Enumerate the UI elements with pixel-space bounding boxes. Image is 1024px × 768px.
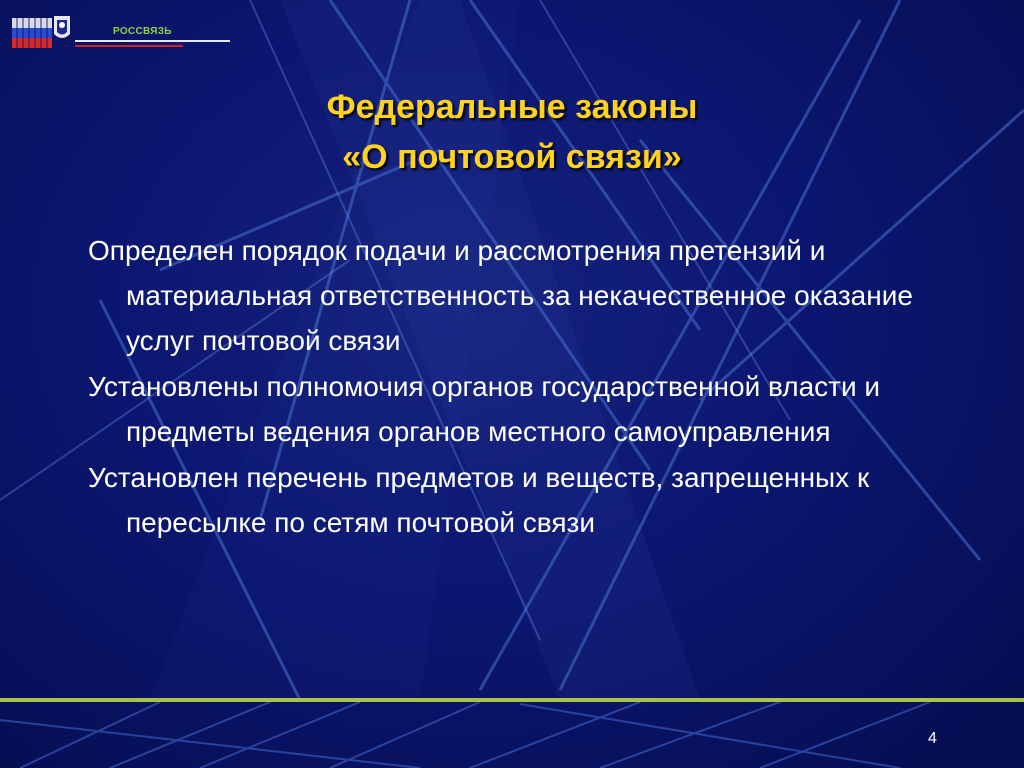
brand-rule-red	[75, 45, 183, 47]
brand-rule-white	[75, 40, 230, 42]
bottom-rule	[0, 698, 1024, 702]
bullet-item: Определен порядок подачи и рассмотрения претензий и материальная ответственность за некачественное оказание услуг почтовой связи	[88, 235, 913, 356]
eagle-flag-logo-icon	[10, 10, 72, 58]
bullet-item: Установлен перечень предметов и веществ, запрещенных к пересылке по сетям почтовой связи	[88, 462, 870, 538]
bullet-item: Установлены полномочия органов государственной власти и предметы ведения органов местного самоуправления	[88, 371, 881, 447]
slide-title-line-1: Федеральные законы	[326, 88, 698, 126]
slide-title-line-2: «О почтовой связи»	[342, 138, 682, 176]
brand-name: РОССВЯЗЬ	[113, 26, 172, 37]
bullet-list	[88, 228, 968, 546]
page-number: 4	[928, 730, 937, 747]
slide-title	[0, 82, 1024, 182]
